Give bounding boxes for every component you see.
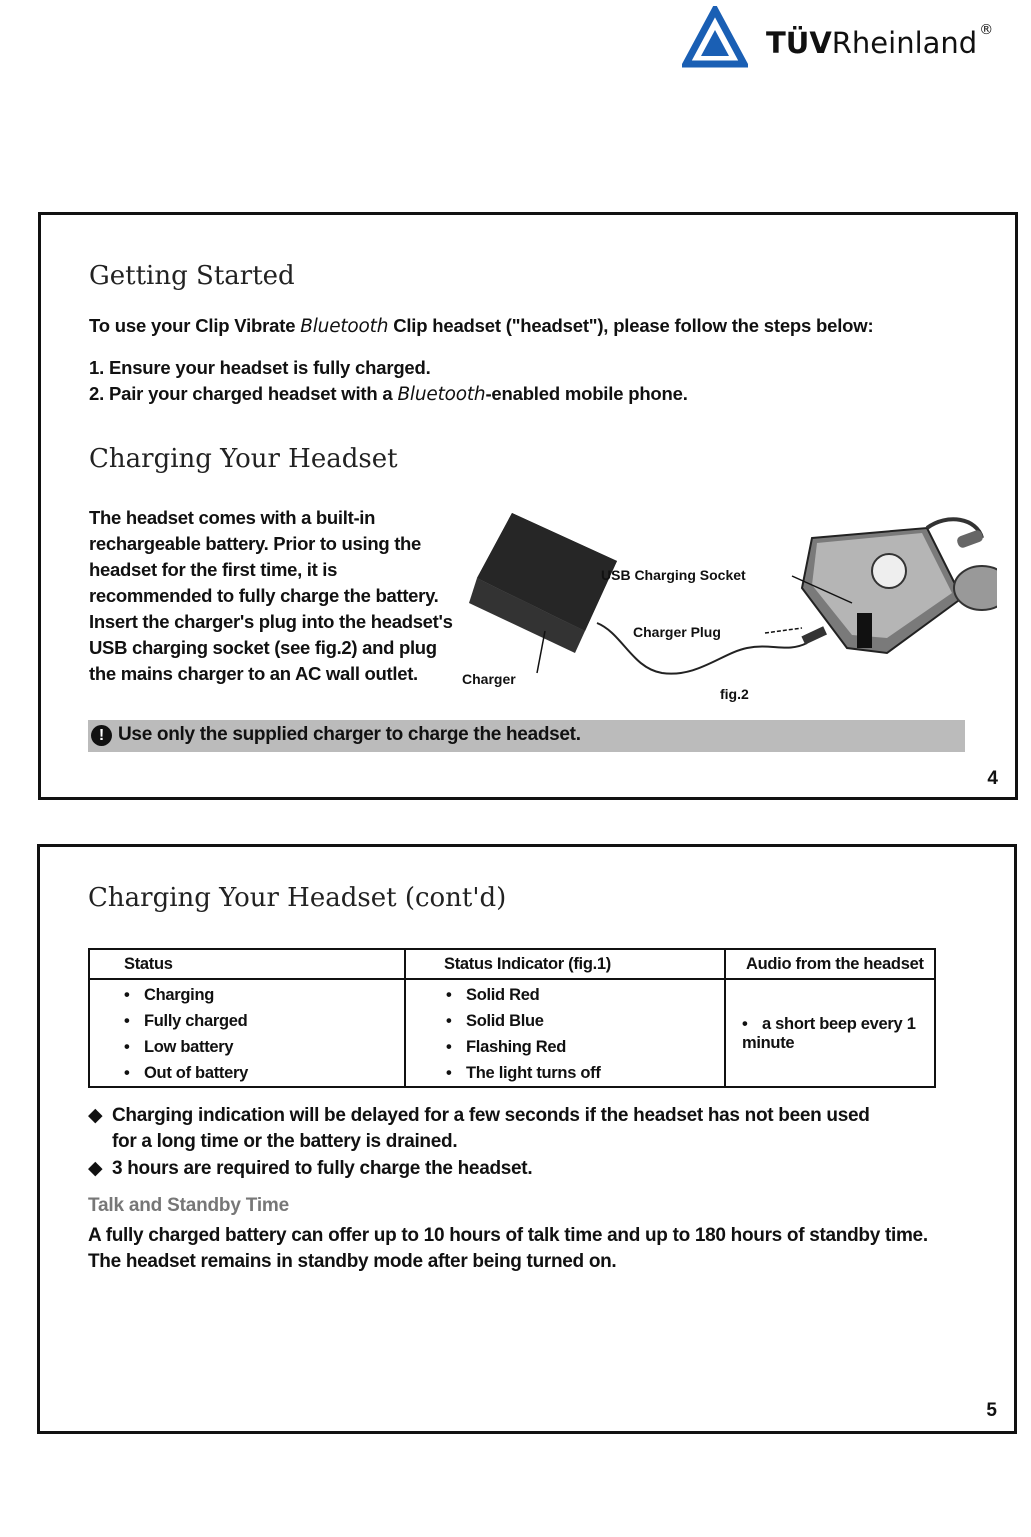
list-item: • Flashing Red [446, 1034, 724, 1060]
warning-icon: ! [91, 725, 112, 746]
bullet-charging-delay: ◆ Charging indication will be delayed for a few seconds if the headset has not been used for a long time or the battery is drained. [88, 1105, 870, 1152]
diamond-bullet-icon: ◆ [88, 1105, 103, 1126]
list-item: • Out of battery [124, 1060, 404, 1086]
charging-paragraph: The headset comes with a built-in rechargeable battery. Prior to using the headset for the first time, it is recommended to fully charge the battery. Insert the charger's plug into the headset's USB charging socket (see fig.2) and plug the mains charger to an AC wall outlet. [89, 507, 453, 684]
table-row [89, 979, 935, 1087]
manual-page-5 [37, 844, 1017, 1434]
header-status: Status [89, 949, 405, 979]
page-number: 5 [986, 1400, 997, 1421]
headset-device [802, 519, 997, 653]
brand-wordmark: TÜVRheinland ® [766, 22, 994, 60]
charging-contd-heading: Charging Your Headset (cont'd) [88, 883, 507, 913]
header-audio: Audio from the headset [725, 949, 935, 979]
list-item: • Charging [124, 982, 404, 1008]
step-2: 2. Pair your charged headset with a Bluetooth-enabled mobile phone. [89, 383, 688, 405]
talk-standby-heading: Talk and Standby Time [88, 1195, 289, 1216]
diamond-bullet-icon: ◆ [88, 1158, 103, 1179]
charger-plug-label: Charger Plug [633, 624, 721, 640]
intro-sentence: To use your Clip Vibrate Bluetooth Clip headset ("headset"), please follow the steps below: [89, 315, 874, 337]
charging-figure [457, 503, 997, 708]
list-item: • The light turns off [446, 1060, 724, 1086]
getting-started-heading: Getting Started [89, 261, 295, 291]
tuv-rheinland-logo [682, 6, 1012, 68]
list-item: • Solid Blue [446, 1008, 724, 1034]
manual-page-4 [38, 212, 1018, 800]
header-indicator: Status Indicator (fig.1) [405, 949, 725, 979]
figure-caption: fig.2 [720, 686, 749, 702]
list-item: • Fully charged [124, 1008, 404, 1034]
audio-cell: • a short beep every 1 minute [725, 979, 935, 1087]
warning-text: Use only the supplied charger to charge the headset. [118, 724, 581, 745]
step-1: 1. Ensure your headset is fully charged. [89, 357, 431, 378]
page-number: 4 [987, 768, 998, 789]
charger-headset-illustration [457, 503, 997, 708]
triangle-logo-icon [682, 6, 748, 68]
talk-standby-text: A fully charged battery can offer up to 10 hours of talk time and up to 180 hours of standby time. The headset remains in standby mode after being turned on. [88, 1225, 928, 1272]
charger-warning [88, 720, 965, 752]
indicator-cell [405, 979, 725, 1087]
list-item: • Low battery [124, 1034, 404, 1060]
charger-label: Charger [462, 671, 516, 687]
status-cell [89, 979, 405, 1087]
charger-device [469, 513, 617, 653]
usb-socket-label: USB Charging Socket [601, 567, 746, 583]
status-table [88, 948, 936, 1088]
bullet-charge-time: ◆ 3 hours are required to fully charge the headset. [88, 1156, 532, 1182]
charging-heading: Charging Your Headset [89, 444, 398, 474]
list-item: • Solid Red [446, 982, 724, 1008]
